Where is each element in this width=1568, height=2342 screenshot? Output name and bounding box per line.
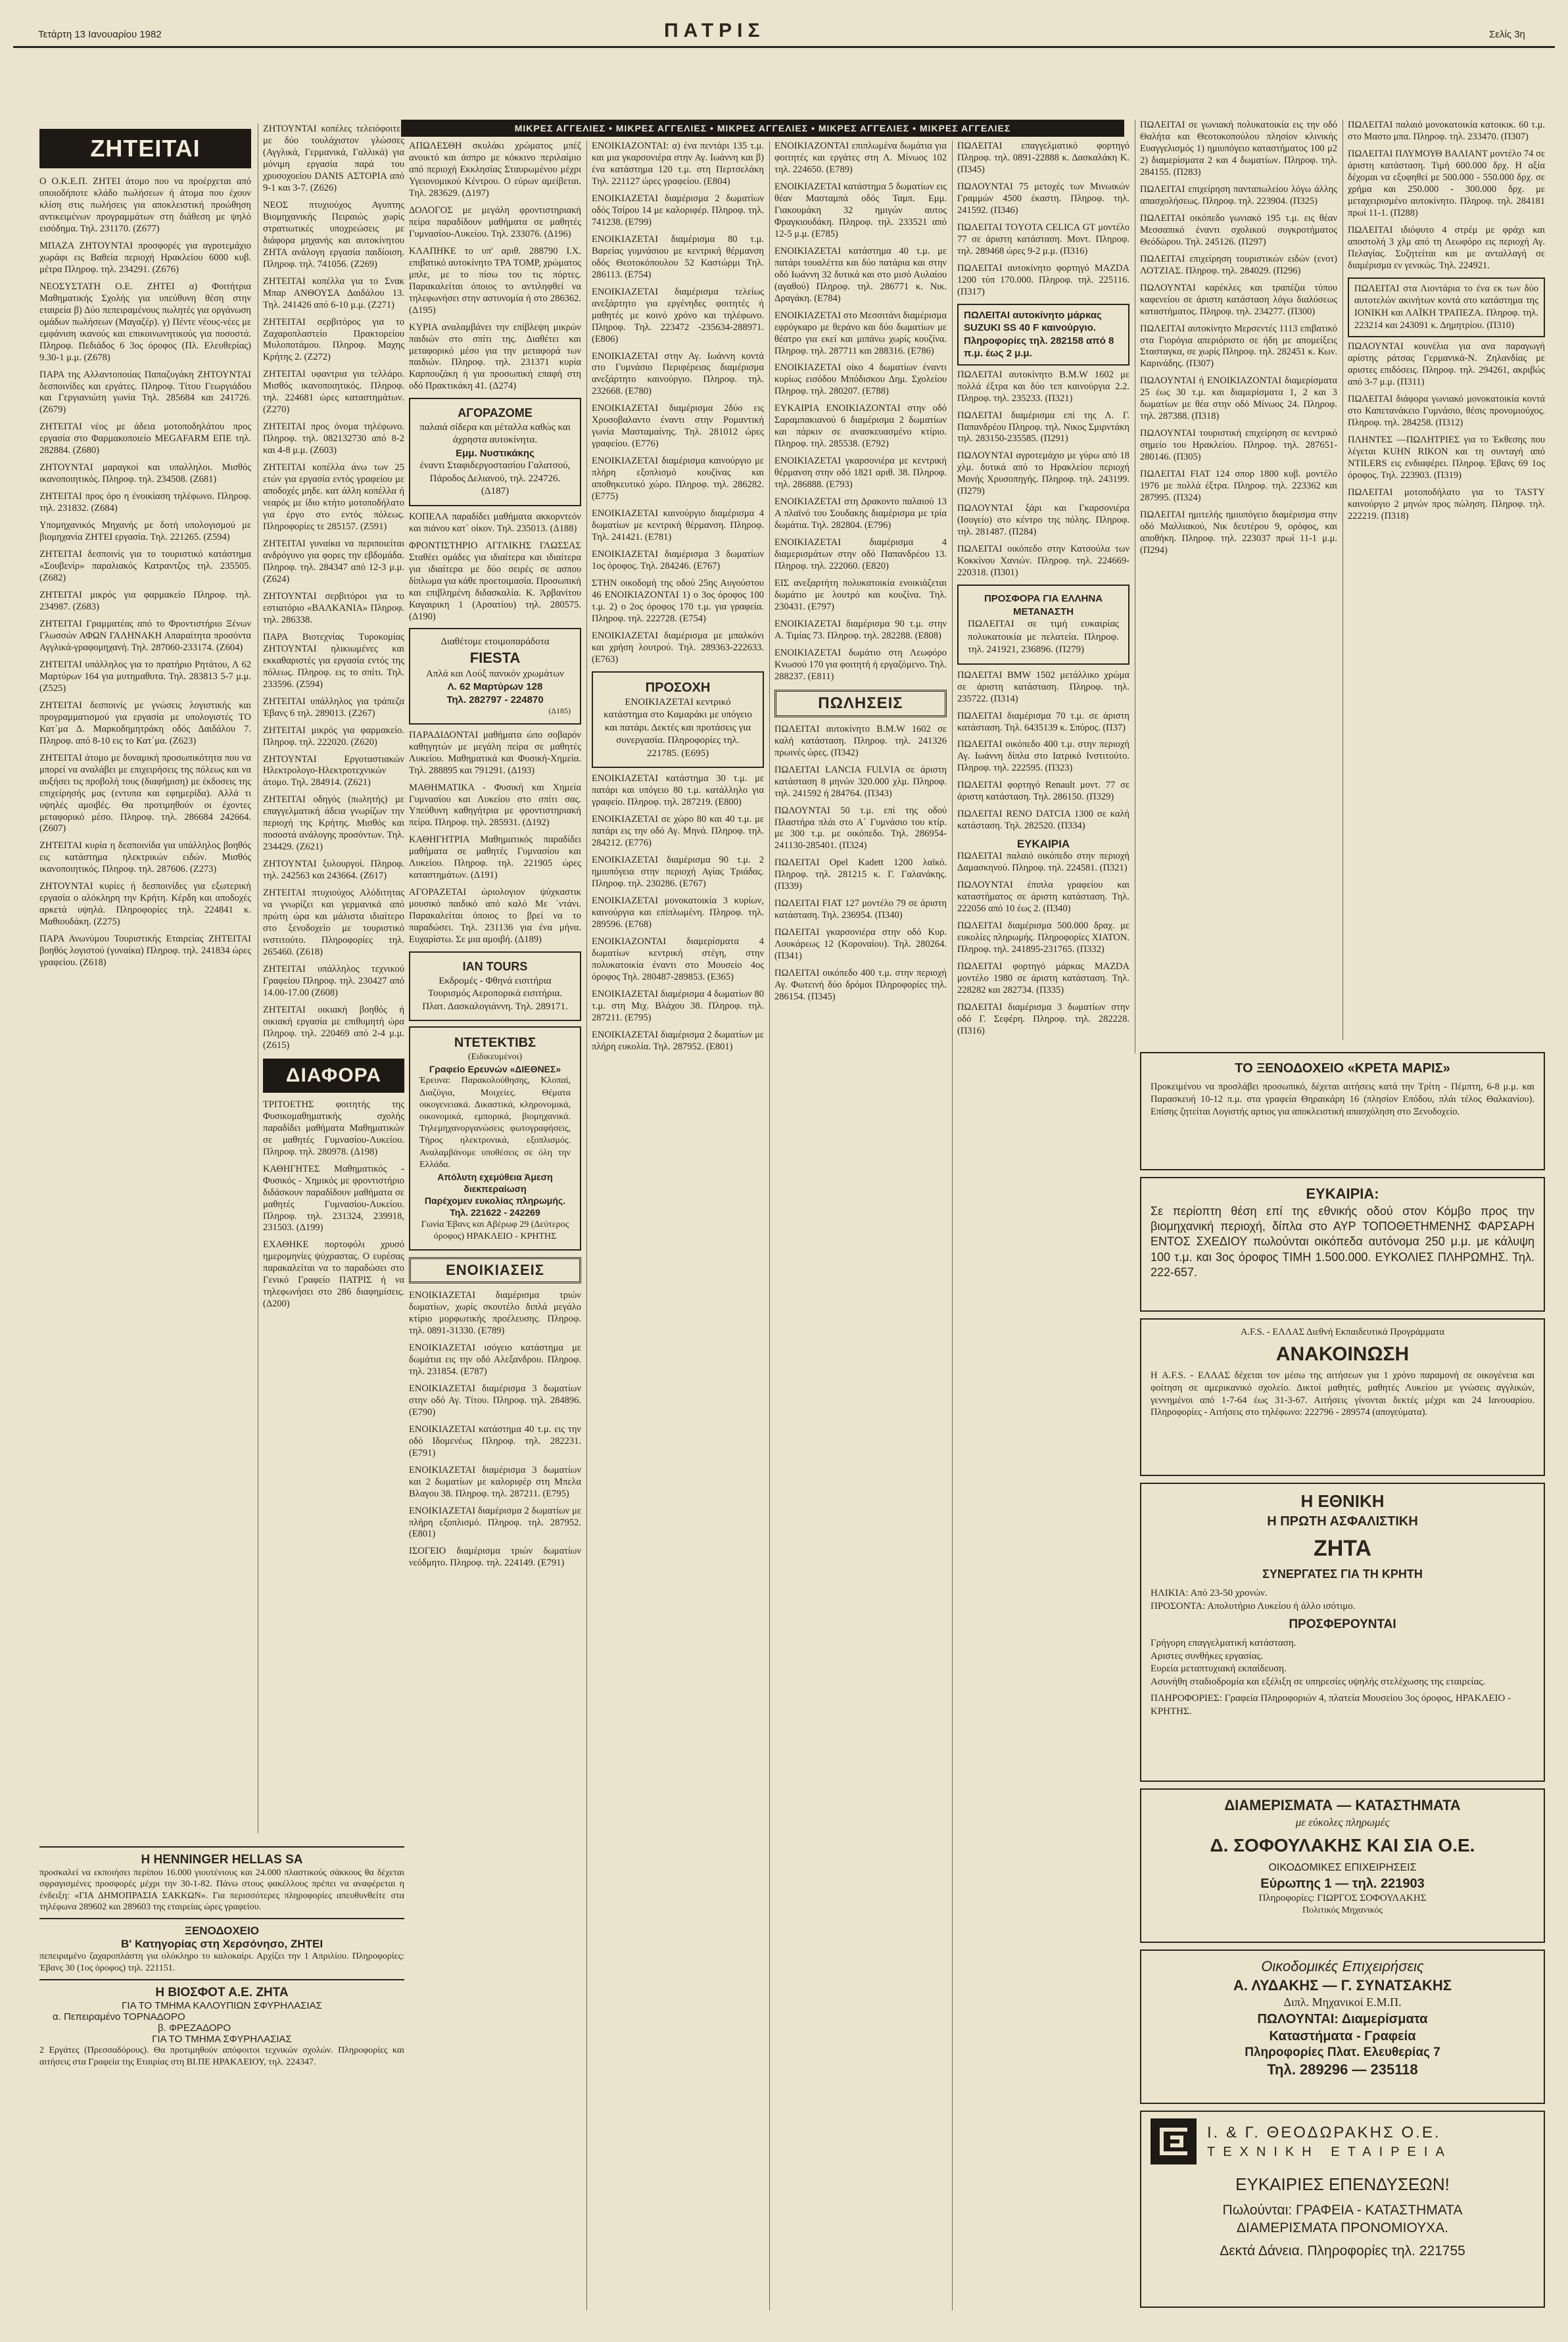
afs-text: Η A.F.S. - ΕΛΛΑΣ δέχεται τον μέσω της αιτήσεων για 1 χρόνο παραμονή σε οικογένεια και φοίτηση σε αμερικανικό σχολείο. Δικτοί μαθητές, μαθητές Λυκείου με γνώσεις αγγλικών, γεννημένοι από 1-7-64 έως 31-3-67. Αιτήσεις γίνονται δεκτές μέχρι και 24 Ιανουαρίου. Πληροφορίες - Αιτήσεις στο τηλέφωνο: 222796 - 289574 (απογεύματα). (1151, 1370, 1534, 1418)
classified-ad: ΚΑΘΗΓΗΤΕΣ Μαθηματικός - Φυσικός - Χημικός με φροντιστήριο διδάσκουν παραδίδουν μαθήματα σε μαθητές Γυμνασίου-Λυκείου. Πληροφ. τηλ. 231324, 239918, 231503. (Δ199) (263, 1163, 404, 1233)
classified-ad: ΕΝΟΙΚΙΑΖΕΤΑΙ μονοκατοικία 3 κυρίων, καινούργια και επίπλωμένη. Πληροφ. τηλ. 289596. (Ε768) (592, 895, 764, 930)
ethniki-ad (1140, 1483, 1545, 1782)
agorazome-box (409, 398, 581, 506)
classified-ad: ΝΕΟΣΥΣΤΑΤΗ Ο.Ε. ΖΗΤΕΙ α) Φοιτήτρια Μαθηματικής Σχολής για υπεύθυνη θέση στην εταιρεία β) Δύο πεπειραμένους πωλητές για οργάνωση ομάδων πωλήσεων (Μαγαζέρ). γ) Πέντε νέους-νέες με εμφάνιση ικανούς και επικοινωνητικούς για ποσοστά. Πληροφ. Πεδιάδος 6 3ος όροφος (Πλ. Ελευθερίας) 9.30-1 μ.μ. (Ζ678) (39, 281, 251, 363)
theodorakis-company2: ΤΕΧΝΙΚΗ ΕΤΑΙΡΕΙΑ (1207, 2144, 1452, 2159)
classified-ad: ΠΩΛΕΙΤΑΙ σε γωνιακή πολυκατοικία εις την οδό Θαλήτα και Θεοτοκοπούλου πλησίον κλινικής Ευαγγελισμός 1) ημιυπόγειο καταστήματος 100 μ2 2) διαμερίσματα 2 και 4 δωματίων. Πληροφ. τηλ. 284155. (Π283) (1140, 120, 1337, 178)
detectives-address: Γωνία Έβανς και Αβέρωφ 29 (Δεύτερος όροφος) ΗΡΑΚΛΕΙΟ - ΚΡΗΤΗΣ (421, 1219, 569, 1241)
classified-ad: ΖΗΤΟΥΝΤΑΙ κυρίες ή δεσποινίδες για εξωτερική εργασία ο αλόκληρη την Κρήτη. Κέρδη και αποδοχές αρκετά υψηλά. Πληροφορίες τηλ. 224841 κ. Μαθιουδάκη. (Ζ275) (39, 881, 251, 928)
sofoulakis-role: Πολιτικός Μηχανικός (1302, 1905, 1383, 1916)
agorazome-title: ΑΓΟΡΑΖΟΜΕ (458, 406, 533, 420)
classified-ad: ΕΝΟΙΚΙΑΖΕΤΑΙ οίκο 4 δωματίων έναντι κυρίως εισόδου Μπόδισκου Δημ. Σχολείου Πληροφ. τηλ. 280207. (Ε788) (774, 362, 947, 397)
classified-ad: ΑΠΩΛΕΣΘΗ σκυλάκι χρώματος μπέζ ανοικτό και άσπρο με κόκκινο περιλαίμιο από περιοχή Εκκλησίας Σταυρωμένου μέχρι Υγειονομικού Κέντρου. Ο εύρων αμείβεται. Τηλ. 283629. (Δ197) (409, 141, 581, 199)
viosfot-line: β. ΦΡΕΖΑΔΟΡΟ (158, 2022, 231, 2034)
column-rule (1342, 120, 1343, 1040)
classified-ad: ΕΥΚΑΙΡΙΑ ΕΝΟΙΚΙΑΖΟΝΤΑΙ στην οδό Σαραμπακιανού 6 διαμέρισμα 2 δωματίων και πάρκιν σε ανασκευασμένο κτίριο. Πληροφ. τηλ. 285538. (Ε792) (774, 403, 947, 450)
classified-ad: ΠΑΡΑ Βιοτεχνίας Τυροκομίας ΖΗΤΟΥΝΤΑΙ ηλικιωμένες και εκκαθαριστές για εργασία εντός της πόλεως. Πληροφ. εις το σπίτι. Τηλ. 233596. (Ζ594) (263, 631, 404, 690)
classified-ad: ΜΠΑΖΑ ΖΗΤΟΥΝΤΑΙ προσφορές για αγροτεμάχιο χωράφι εις Βαθεία περιοχή Ηρακλείου 6000 κυβ. μέτρα Πληροφ. τηλ. 234291. (Ζ676) (39, 240, 251, 275)
classified-ad: ΠΩΛΟΥΝΤΑΙ ξάρι και Γκαρσονιέρα (Ισογείο) στο κέντρο της πόλης. Πληροφ. τηλ. 281487. (Π284) (957, 503, 1129, 538)
detectives-title: ΝΤΕΤΕΚΤΙΒΣ (454, 1036, 536, 1051)
column-7 (1140, 120, 1337, 1040)
suzuki-box (957, 304, 1129, 366)
classified-ad: ΠΩΛΕΙΤΑΙ οικόπεδο γωνιακό 195 τ.μ. εις θέαν Μεσσαπικό έναντι σχολικού συγκροτήματος Θεόδώρου. Τηλ. 245126. (Π297) (1140, 212, 1337, 247)
classified-ad: ΕΝΟΙΚΙΑΖΟΝΤΑΙ διαμερίσματα 4 δωματίων κεντρική στέγη, στην πολυκατοικία έναντι στο Μουσείο 4ος όροφος Τηλ. 280487-289853. (Ε365) (592, 936, 764, 982)
classified-ad: ΕΝΟΙΚΙΑΖΕΤΑΙ διαμέρισμα 2 δωματίων με πλήρη εξοπλισμό. Πληροφ. τηλ. 287952. (Ε801) (409, 1505, 581, 1540)
fiesta-title: FIESTA (469, 649, 521, 666)
classified-ad: ΖΗΤΕΙΤΑΙ γυναίκα να περιποιείται ανδρόγυνο για φορες την εβδομάδα. Πληροφ. τηλ. 284347 από 12-3 μ.μ. (Ζ624) (263, 538, 404, 585)
classified-ad: ΠΩΛΕΙΤΑΙ διάφορα γωνιακό μονοκατοικία κοντά στο Καπετανάκειο Γυμνάσιο, θέσις προνομιούχος. Πληροφ. τηλ. 284258. (Π312) (1348, 393, 1545, 428)
classified-ad: ΕΝΟΙΚΙΑΖΕΤΑΙ διαμέρισμα 3 δωματίων και 2 δωματίων με καλοριφέρ στη Μπελα Βλαγου 38. Πληροφ. τηλ. 287211. (Ε795) (409, 1464, 581, 1499)
agorazome-address: έναντι Σταφιδεργοστασίου Γαλατσού, Πάροδος Δελιανού, τηλ. 224726. (Δ187) (419, 460, 571, 497)
prosoxi-text: ΕΝΟΙΚΙΑΖΕΤΑΙ κεντρικό κατάστημα στο Καμαράκι με υπόγειο και πατάρι. Δεκτές και προτάσεις για συνεργασία. Πληροφορίες τηλ. 221785. (Ε695) (604, 696, 752, 759)
detectives-box (409, 1026, 581, 1251)
classified-ad: ΠΩΛΟΥΝΤΑΙ κουνέλια για ανα παραγωγή αρίστης ράτσας Γερμανικά-Ν. Ζηλανδίας με αριστες επιδόσεις. Πληροφ. τηλ. 294261, ακριβώς από 3-7 μ.μ. (Π311) (1348, 341, 1545, 387)
iantours-box (409, 951, 581, 1021)
masthead-rule (13, 46, 1555, 48)
ethniki-offer-title: ΠΡΟΣΦΕΡΟΥΝΤΑΙ (1289, 1617, 1396, 1632)
iantours-text: Εκδρομές - Φθηνά εισιτήρια Τουρισμός Αεροπορικά εισιτήρια. Πλατ. Δασκαλογιάννη. Τηλ. 289171. (422, 975, 568, 1012)
prosoxi-title: ΠΡΟΣΟΧΗ (645, 680, 711, 695)
classified-ad: ΠΩΛΕΙΤΑΙ αυτοκίνητο B.M.W 1602 σε καλή κατάσταση. Πληροφ. τηλ. 241326 πρωινές ώρες. (Π342) (774, 723, 947, 758)
eukairia-ad (1140, 1177, 1545, 1312)
classified-ad: ΚΥΡΙΑ αναλαμβάνει την επίβλεψη μικρών παιδιών στο σπίτι της. Διαθέτει και μεταφορικό μέσο για την μεταφορά των παιδιών. Πληροφ. τηλ. 231371 κυρία Καρπουζάκη ή για προσωπική επαφή στη οδό Πρακτικάκη 41. (Δ274) (409, 322, 581, 392)
ethniki-offer: Αριστες συνθήκες εργασίας. (1151, 1650, 1264, 1661)
classified-ad: ΕΙΣ ανεξαρτήτη πολυκατοικία ενοικιάζεται δωμάτιο με λουτρό και κουζίνα. Τηλ. 230431. (Ε797) (774, 577, 947, 612)
theodorakis-tagline: ΕΥΚΑΙΡΙΕΣ ΕΠΕΝΔΥΣΕΩΝ! (1235, 2174, 1450, 2194)
sofoulakis-ad (1140, 1788, 1545, 1943)
detectives-sub: (Ειδικευμένοι) (467, 1052, 523, 1063)
classified-ad: ΠΩΛΕΙΤΑΙ TOYOTA CELICA GT μοντέλο 77 σε άριστη κατάσταση. Μοντ. Πληροφ. τηλ. 289468 ώρες 9-2 μ.μ. (Π316) (957, 222, 1129, 256)
section-wanted: ΖΗΤΕΙΤΑΙ (39, 129, 251, 168)
prosfora-box (957, 585, 1129, 665)
classified-ad: ΖΗΤΕΙΤΑΙ προς όρο η ένοικίαση τηλέφωνο. Πληροφ. τηλ. 231832. (Ζ684) (39, 491, 251, 514)
classified-ad: ΕΝΟΙΚΙΑΖΕΤΑΙ σε χώρο 80 και 40 τ.μ. με πατάρι εις την οδό Αγ. Μηνά. Πληροφ. τηλ. 284212. (Ε776) (592, 814, 764, 849)
classified-ad: ΚΛΑΠΗΚΕ το υπ' αριθ. 288790 Ι.Χ. επιβατικό αυτοκίνητο ΤΡΑ ΤΟΜΡ, χρώματος μπλε, με το πίσω του τις πόρτες. Παρακαλείται όποιος το αντιληφθεί να τηλεφωνήσει στην αστυνομία ή στο 286362. (Δ195) (409, 245, 581, 316)
classified-ad: ΠΩΛΕΙΤΑΙ ιδιόφυτο 4 στρέμ με φράχι και αποστολή 3 χλμ από τη Λεωφόρο εις περιοχή Αγ. Πελαγίας. Συζητείται και με ανταλλαγή σε διαμέρισμα εν γενικώς. Τηλ. 224921. (1348, 224, 1545, 271)
classified-ad: ΠΩΛΕΙΤΑΙ διαμέρισμα 500.000 δραχ. με ευκολίες πληρωμής. Πληροφορίες XIATON. Πληροφ. τηλ. 241895-231765. (Π332) (957, 920, 1129, 955)
classified-ad: ΕΝΟΙΚΙΑΖΕΤΑΙ διαμέρισμα τριών δωματίων, χωρίς σκουτέλο διπλά μεγάλο κτίριο μορφωτικής προέλευσης. Πληροφ. τηλ. 0891-31330. (Ε789) (409, 1290, 581, 1336)
fiesta-ref: (Δ185) (548, 706, 571, 716)
lydakis-line: ΠΩΛΟΥΝΤΑΙ: Διαμερίσματα (1257, 2011, 1428, 2026)
sofoulakis-desc: ΟΙΚΟΔΟΜΙΚΕΣ ΕΠΙΧΕΙΡΗΣΕΙΣ (1268, 1862, 1417, 1874)
classified-ad: ΠΩΛΕΙΤΑΙ γκαρσονιέρα στην οδό Κυρ. Λουκάρεως 12 (Κοροναίου). Τηλ. 280264. (Π341) (774, 927, 947, 962)
section-sales: ΠΩΛΗΣΕΙΣ (774, 690, 947, 717)
lydakis-ad (1140, 1949, 1545, 2104)
sofoulakis-sub: με εύκολες πληρωμές (1295, 1815, 1390, 1828)
classified-ad: Υπομηχανικός Μηχανής με δοτή υπολογισμού με βιομηχανία ΖΗΤΕΙ εργασία. Τηλ. 221265. (Ζ594) (39, 520, 251, 543)
henninger-text: προσκαλεί να εκποιήσει περίπου 16.000 γιουτένιους και 24.000 πλαστικούς σάκκους θα δέχεται σφραγισμένες προσφορές μέχρι την 30-1-82. Πάνω στους φακέλλους πρέπει να αναφέρεται η ένδειξη: «ΓΙΑ ΔΗΜΟΠΡΑΣΙΑ ΣΑΚΚΩΝ». Για περισσότερες πληροφορίες απευθυνθείτε στα τηλέφωνα 289602 και 289603 της εταιρείας ώρες γραφείου. (39, 1868, 404, 1913)
classified-ad: ΖΗΤΕΙΤΑΙ μικρός για φαρμακείο Πληροφ. τηλ. 234987. (Ζ683) (39, 590, 251, 612)
classified-ad: ΖΗΤΕΙΤΑΙ κοπέλλα άνω των 25 ετών για εργασία εντός γραφείου με αποδοχές μηδε. κατ άλλη κοπέλλα ή νεαρός με ίδιο κτήτο μοτοποδήλατο για έργο στο εντός πόλεως. Πληροφορίες τε 285157. (Ζ591) (263, 462, 404, 533)
classified-ad: ΜΑΘΗΜΑΤΙΚΑ - Φυσική και Χημεία Γυμνασίου και Λυκείου στο σπίτι σας. Υπεύθυνη καθηγήτρια με φροντιστηριακή πείρα. Πληροφ. τηλ. 285931. (Δ192) (409, 782, 581, 828)
henninger-title: Η HENNINGER HELLAS SA (141, 1853, 303, 1867)
henninger-notice (39, 1841, 404, 2073)
column-6 (957, 141, 1129, 2310)
viosfot-line: ΓΙΑ ΤΟ ΤΜΗΜΑ ΣΦΥΡΗΛΑΣΙΑΣ (152, 2034, 292, 2045)
iantours-title: ΙΑΝ TOURS (462, 960, 528, 974)
creta-maris-text: Προκειμένου να προσλάβει προσωπικό, δέχεται αιτήσεις κατά την Τρίτη - Πέμπτη, 6-8 μ.μ. και Παρασκευή 10-12 π.μ. στα γραφεία Θηραικάρη 16 (πλησίον Επόδου, πλάι τέλος Θαλκανίου). Επίσης ζητείται Λογιστής αρτιος για αποκλειστική απασχόληση στο Ξενοδοχείο. (1151, 1082, 1534, 1117)
classified-ad: ΠΩΛΟΥΝΤΑΙ αγροτεμάχιο με γύρω από 18 χλμ. δυτικά από το Ηρακλείου περιοχή Μονής Χρυσοπηγής. Πληροφ. τηλ. 243199. (Π279) (957, 450, 1129, 497)
fiesta-address: Λ. 62 Μαρτύρων 128 (447, 681, 543, 693)
suzuki-text: ΠΩΛΕΙΤΑΙ αυτοκίνητο μάρκας SUZUKI SS 40 F καινούργιο. Πληροφορίες τηλ. 282158 από 8 π.μ. έως 2 μ.μ. (964, 309, 1114, 360)
creta-maris-title: ΤΟ ΞΕΝΟΔΟΧΕΙΟ «ΚΡΕΤΑ ΜΑΡΙΣ» (1235, 1061, 1450, 1076)
classified-ad: ΠΩΛΕΙΤΑΙ LANCIA FULVIA σε άριστη κατάσταση 8 μηνών 320.000 χλμ. Πληροφ. τηλ. 241592 ή 284764. (Π343) (774, 764, 947, 799)
classified-ad: ΠΑΡΑ Ανωνύμου Τουριστικής Εταιρείας ΖΗΤΕΙΤΑΙ βοηθός λογιστού (γυναίκα) Πληροφ. τηλ. 241834 ώρες γραφείου. (Ζ618) (39, 934, 251, 968)
theodorakis-company: Ι. & Γ. ΘΕΟΔΩΡΑΚΗΣ Ο.Ε. (1207, 2124, 1441, 2142)
sofoulakis-company: Δ. ΣΟΦΟΥΛΑΚΗΣ ΚΑΙ ΣΙΑ Ο.Ε. (1210, 1834, 1475, 1855)
agorazome-name: Εμμ. Νυστικάκης (456, 447, 535, 459)
classified-ad: ΠΩΛΕΙΤΑΙ φορτηγό μάρκας MAZDA μοντέλο 1980 σε άριστη κατάσταση. Τηλ. 228282 και 282734. (Π335) (957, 961, 1129, 995)
column-1-ads (39, 176, 251, 969)
classified-ad: ΖΗΤΕΙΤΑΙ οδηγός (πωλητής) με επαγγελματική άδεια γνωρίζων την περιοχή της Κρήτης. Μισθός και ποσοστά ανάλογης προσόντων. Τηλ. 234429. (Ζ621) (263, 794, 404, 853)
theodorakis-ad (1140, 2111, 1545, 2308)
classified-ad: ΕΝΟΙΚΙΑΖΕΤΑΙ διαμέρισμα 3 δωματίων στην οδό Αγ. Τίτου. Πληροφ. τηλ. 284896. (Ε790) (409, 1383, 581, 1418)
prosfora-title: ΠΡΟΣΦΟΡΑ ΓΙΑ ΕΛΛΗΝΑ ΜΕΤΑΝΑΣΤΗ (984, 593, 1103, 617)
classified-ad: ΕΝΟΙΚΙΑΖΕΤΑΙ διαμέρισμα 80 τ.μ. Βαρείας γυμνάσιου με κεντρική θέρμανση οδός Θεοτοκόπουλου 52 Καστώρμι Τηλ. 286113. (Ε754) (592, 233, 764, 280)
fiesta-text: Απλά και Λούξ πανικόν χρωμάτων (426, 668, 564, 679)
classified-ad: ΠΩΛΕΙΤΑΙ ΠΛΥΜΟΥΘ ΒΑΛΙΑΝΤ μοντέλο 74 σε άριστη κατάσταση. Τιμή 600.000 δρχ. Η αξία δέχομαι να εξυφηθεί με 500.000 - 550.000 δρχ. σε χρήμα και 250.000 - 300.000 δρχ. με μεταχειρισμένο αυτοκίνητο. Πληροφ. τηλ. 284181 πρωί 11-1. (Π288) (1348, 148, 1545, 218)
ethniki-line: ΖΗΤΑ (1313, 1535, 1372, 1561)
classified-ad: ΝΕΟΣ πτυχιούχος Αγυπτης Βιομηχανικής Πειραιώς χωρίς στρατιωτικές υποχρεώσεις με διάφορα μηχανής και αυτοκίνητου ΖΗΤΑ ανάλογη εργασία παιδίοιση. Πληροφ. τηλ. 741056. (Ζ269) (263, 199, 404, 270)
theodorakis-line: ΔΙΑΜΕΡΙΣΜΑΤΑ ΠΡΟΝΟΜΙΟΥΧΑ. (1237, 2220, 1448, 2236)
column-5 (774, 141, 947, 2310)
viosfot-line: α. Πεπειραμένο ΤΟΡΝΑΔΟΡΟ (53, 2011, 185, 2023)
agorazome-text: παλαιά σίδερα και μέταλλα καθώς και άχρηστα αυτοκίνητα. (419, 421, 571, 446)
section-rentals: ΕΝΟΙΚΙΑΣΕΙΣ (409, 1257, 581, 1283)
theodorakis-line: Δεκτά Δάνεια. Πληροφορίες τηλ. 221755 (1220, 2243, 1465, 2259)
classified-ad: ΕΝΟΙΚΙΑΖΕΤΑΙ στο Μεσσιτάνι διαμέρισμα εφρύγκαρο με θεράνο και δύο δωματίων με θέατρο για εκεί και μιπάνω χωρίς κουζίνα. Πληροφ. τηλ. 287711 και 288316. (Ε786) (774, 310, 947, 356)
classified-ad: ΕΝΟΙΚΙΑΖΕΤΑΙ στην Αγ. Ιωάννη κοντά στο Γυμνάσιο Περιφέρειας διαμέρισμα ανεξάρτητο καινούργιο. Πληροφ. τηλ. 232668. (Ε780) (592, 350, 764, 397)
classified-ad: ΖΗΤΕΙΤΑΙ υπάλληλος για το πρατήριο Ρητάτου, Λ 62 Μαρτύρων 164 για μυτημαθυτα. Τηλ. 283813 5-7 μ.μ. (Ζ525) (39, 659, 251, 694)
classified-ad: ΕΝΟΙΚΙΑΖΕΤΑΙ κατάστημα 30 τ.μ. με πατάρι και υπόγειο 80 τ.μ. κατάλληλο για γραφείο. Πληροφ. τηλ. 287219. (Ε800) (592, 773, 764, 808)
classified-ad: ΖΗΤΕΙΤΑΙ υπάλληλος για τράπεζα Έβανς 6 τηλ. 289013. (Ζ267) (263, 696, 404, 719)
classified-ad: ΠΩΛΕΙΤΑΙ αυτοκίνητο φορτηγό MAZDA 1200 τύπ 170.000. Πληροφ. τηλ. 225116. (Π317) (957, 262, 1129, 297)
classified-ad: Ο Ο.Κ.Ε.Π. ΖΗΤΕΙ άτομο που να προέρχεται από οποιοδήποτε κλάδο πωλήσεων ή άτομα που έχουν κλίση στις πωλήσεις για αποκλειστική προώθηση αντικειμένων προγραμμάτων στη διάθεση με ψηλό εισόδημα. Τηλ. 231170. (Ζ677) (39, 176, 251, 234)
ethniki-offer: Ευρεία μεταπτυχιακή εκπαίδευση. (1151, 1663, 1287, 1675)
liontaria-box (1348, 277, 1545, 337)
classified-ad: ΠΛΗΝΤΕΣ —ΠΩΛΗΤΡΙΕΣ για το Έκθεσης που λέγεται KUHN RIKON και τη συνταγή από NTILERS εις ενδιαφέρει. Πληροφ. Έβανς 69 1ος όροφος. Τηλ. 223903. (Π319) (1348, 434, 1545, 481)
classified-ad: ΠΩΛΕΙΤΑΙ Opel Kadett 1200 λαϊκό. Πληροφ. τηλ. 281215 κ. Γ. Γαλανάκης. (Π339) (774, 857, 947, 892)
creta-maris-ad (1140, 1052, 1545, 1170)
classified-ad: ΕΧΑΘΗΚΕ πορτοφόλι χρυσό ημερομηνίες ψύχραστας. Ο ευρέσας παρακαλείται να το παραδώσει στο Γενικό Γραφείο ΠΑΤΡΙΣ ή να τηλεφωνήσει στο 286 διαφημίσεις. (Δ200) (263, 1239, 404, 1310)
classified-ad: ΖΗΤΕΙΤΑΙ Γραμματέας από το Φροντιστήριο Ξένων Γλωσσών ΑΦΩΝ ΓΑΛΗΝΑΚΗ Απαραίτητα προσόντα Αγγλικά-γραφομηχανή. Τηλ. 287060-233174. (Ζ604) (39, 618, 251, 653)
classified-ad: ΖΗΤΟΥΝΤΑΙ κοπέλες τελειόφοιτες με δύο τουλάχιστον γλώσσες (Αγγλικά, Γερμανικά, Γαλλικά) για μόνιμη εργασία παρά του χρυσοχοείου DANIS ΑΣΤΟΡΙΑ από 9-1 και 3-7. (Ζ626) (263, 124, 404, 193)
classified-ad: ΖΗΤΕΙΤΑΙ κυρία η δεσποινίδα για υπάλληλος βοηθός εις κατάστημα ηλεκτρικών ειδών. Μισθός ικανοποιητικός. Πληροφ. τηλ. 287606. (Ζ273) (39, 840, 251, 875)
classified-ad: ΠΑΡΑΔΙΔΟΝΤΑΙ μαθήματα ώπο σοβαρόν καθηγητών με μεγάλη πείρα σε μαθητές Λυκείου. Μαθηματικά και Φυσική-Χημεία. Τηλ. 288895 και 791291. (Δ193) (409, 729, 581, 776)
detectives-sub: Παρέχομεν ευκολίας πληρωμής. (424, 1195, 566, 1207)
classified-ad: ΠΩΛΕΙΤΑΙ παλαιό μονοκατοικία κατοικικ. 60 τ.μ. στο Μαστο μπα. Πληροφ. τηλ. 233470. (Π307) (1348, 120, 1545, 142)
classified-ad: ΖΗΤΕΙΤΑΙ υφαντρια για τελλάρο. Μισθός ικανοποιητικός. Πληροφ. τηλ. 224681 ώρες καταστημάτων. (Ζ270) (263, 369, 404, 416)
classified-ad: ΠΩΛΕΙΤΑΙ οικόπεδο 400 τ.μ. στην περιοχή Αγ. Ιωάννη δίπλα στο Ιατρικό Ινστιτούτο. Πληροφ. τηλ. 222595. (Π323) (957, 739, 1129, 774)
classified-ad: ΖΗΤΕΙΤΑΙ πτυχιούχος Αλόδιτητας να γνωρίζει και γερμανικά από πρώτη ώρα και μάλιστα ιδιαίτερο στο ξενοδοχείο με τουριστικό ινστιτούτο. Πληροφορίες τηλ. 265460. (Ζ618) (263, 888, 404, 958)
classified-ad: ΕΝΟΙΚΙΑΖΕΤΑΙ διαμέρισμα τελείως ανεξάρτητο για εργένηδες φοιτητές ή μαθητές με κοινό χρόνο και τηλέφωνο. Πληροφ. Τηλ. 223472 -235634-288971. (Ε806) (592, 286, 764, 345)
classified-ad: ΖΗΤΕΙΤΑΙ νέος με άδεια μοτοποδηλάτου προς εργασία στο Φαρμακοποιείο MEGAFARM ΕΠΕ τηλ. 282884. (Ζ680) (39, 421, 251, 456)
classified-ad: ΖΗΤΕΙΤΑΙ δεσποινίς για το τουριστικό κατάστημα «Σουβενίρ» παραλιακός Κατραντζος τηλ. 235505. (Ζ682) (39, 549, 251, 584)
classified-ad: ΕΝΟΙΚΙΑΖΕΤΑΙ διαμέρισμα 4 διαμερισμάτων στην οδό Παπανδρέου 13. Πληροφ. τηλ. 222060. (Ε820) (774, 537, 947, 571)
classified-ad: ΠΩΛΕΙΤΑΙ οικόπεδο 400 τ.μ. στην περιοχή Αγ. Φωτεινή δύο δρόμοι Πληροφορίες τηλ. 286154. (Π345) (774, 968, 947, 1003)
ethniki-line: ΣΥΝΕΡΓΑΤΕΣ ΓΙΑ ΤΗ ΚΡΗΤΗ (1262, 1567, 1423, 1581)
hotel-subtitle: Β' Κατηγορίας στη Χερσόνησο, ΖΗΤΕΙ (120, 1938, 323, 1951)
classified-ad: ΠΩΛΕΙΤΑΙ FIAT 127 μοντέλο 79 σε άριστη κατάσταση. Τηλ. 236954. (Π340) (774, 898, 947, 921)
theodorakis-header (1151, 2118, 1534, 2164)
masthead-title: ΠΑΤΡΙΣ (664, 20, 765, 41)
lydakis-line: Διπλ. Μηχανικοί Ε.Μ.Π. (1283, 1995, 1402, 2009)
prosoxi-box (592, 671, 764, 769)
afs-kicker: A.F.S. - ΕΛΛΑΣ Διεθνή Εκπαιδευτικά Προγράμματα (1240, 1327, 1444, 1337)
classified-ad: ΠΩΛΟΥΝΤΑΙ 75 μετοχές των Μινωικών Γραμμών 4500 έκαστη. Πληροφ. τηλ. 241592. (Π346) (957, 181, 1129, 216)
fiesta-kicker: Διαθέτομε ετοιμοπαράδοτα (440, 636, 550, 648)
ethniki-qualification: ΠΡΟΣΟΝΤΑ: Απολυτήριο Λυκείου ή άλλο ισότιμο. (1151, 1600, 1356, 1612)
classified-ad: ΚΑΘΗΓΗΤΡΙΑ Μαθηματικός παραδίδει μαθήματα σε μαθητές Γυμνασίου και Λυκείου. Πληροφ. τηλ. 221905 ώρες καταστημάτων. (Δ191) (409, 834, 581, 881)
classified-ad: ΠΩΛΕΙΤΑΙ επιχείρηση τουριστικών ειδών (ενοτ) ΛΟΤΖΙΑΣ. Πληροφ. τηλ. 284029. (Π296) (1140, 253, 1337, 276)
ethniki-offer: Γρήγορη επαγγελματική κατάσταση. (1151, 1638, 1296, 1649)
classified-ad: ΖΗΤΕΙΤΑΙ άτομο με δυναμική προσωπικότητα που να μπορεί να αναλάβει με επιχειρήσεις της πόλεως και να αυξήσει τις προβολή τους (διαφήμιση) με έκδοσεις της επιχείρησής μας (εντυπα και εφημερίδα). Αλλά τι υψηλές αμοιβές. Θα προτιμηθούν οι έχοντες μεταφορικό μέσο. Πληροφ. τηλ. 286684 242664. (Ζ607) (39, 752, 251, 834)
lydakis-phone: Τηλ. 289296 — 235118 (1267, 2061, 1418, 2078)
eukairia-ad-title: ΕΥΚΑΙΡΙΑ: (1306, 1185, 1379, 1202)
classified-ad: ΙΣΟΓΕΙΟ διαμέρισμα τριών δωματίων νεόδμητο. Πληροφ. τηλ. 224149. (Ε791) (409, 1546, 581, 1569)
classified-ad: ΠΩΛΟΥΝΤΑΙ τουριστική επιχείρηση σε κεντρικό σημείο του Ηρακλείου. Πληροφ. τηλ. 287651-280146. (Π305) (1140, 428, 1337, 463)
classified-ad: ΠΩΛΕΙΤΑΙ διαμέρισμα 70 τ.μ. σε άριστη κατάσταση. Τηλ. 6435139 κ. Σπύρος. (Π37) (957, 710, 1129, 733)
column-2 (263, 124, 404, 1833)
classified-ad: ΖΗΤΟΥΝΤΑΙ μαραγκοί και υπαλληλοι. Μισθός ικανοποιητικός. Πληροφ. τηλ. 234508. (Ζ681) (39, 462, 251, 485)
masthead-date: Τετάρτη 13 Ιανουαρίου 1982 (38, 29, 162, 40)
classified-ad: ΕΝΟΙΚΙΑΖΟΝΤΑΙ επιπλωμένα δωμάτια για φοιτητές και εργάτες στη Λ. Μίνωος 102 τηλ. 224650. (Ε789) (774, 141, 947, 175)
classified-ad: ΖΗΤΕΙΤΑΙ κοπέλλα για το Σνακ Μπαρ ΑΝΘΟΥΣΑ Δαιδάλου 13. Τηλ. 241426 από 6-10 μ.μ. (Ζ271) (263, 275, 404, 310)
classified-ad: ΕΝΟΙΚΙΑΖΕΤΑΙ κατάστημα 5 δωματίων εις θέαν Μασταμπά οδός Ταμπ. Εμμ. Γιακουμάκη 32 ημιγών αυτος Φραγκιουδάκη. Πληροφ. τηλ. 233521 από 12-5 μ.μ. (Ε785) (774, 181, 947, 239)
ethniki-contact: ΠΛΗΡΟΦΟΡΙΕΣ: Γραφεία Πληροφοριών 4, πλατεία Μουσείου 3ος όροφος, ΗΡΑΚΛΕΙΟ - ΚΡΗΤΗΣ. (1151, 1693, 1511, 1717)
classified-ad: ΕΝΟΙΚΙΑΖΕΤΑΙ διαμέρισμα 3 δωματίων 1ος όροφος. Τηλ. 284246. (Ε767) (592, 549, 764, 571)
classified-ad: ΕΝΟΙΚΙΑΖΕΤΑΙ διαμέρισμα καινούργιο με πλήρη εξοπλισμό κουζίνας και αποθηκευτικό χώρο. Πληροφ. τηλ. 286282. (Ε775) (592, 456, 764, 502)
classified-ad: ΦΡΟΝΤΙΣΤΗΡΙΟ ΑΓΓΛΙΚΗΣ ΓΛΩΣΣΑΣ Σταθέει ομάδες για ιδιαίτερα και ιδιαίτερα για ιδιαίτερα με δύο σειρές σε ασπου δίπλωμα για κάθε προετοιμασία. Προσωπική και επιβλημένη διδασκαλία. Κ. Άρβανίτου Καγαιρικη 1 (Αρσατίου) τηλ. 280575. (Δ190) (409, 540, 581, 622)
classified-ad: ΕΝΟΙΚΙΑΖΟΝΤΑΙ: α) ένα πεντάρι 135 τ.μ. και μια γκαρσονιέρα στην Αγ. Ιωάννη και β) ένα κατάστημα 120 τ.μ. στη Περτσελάκη Τηλ. 221127 ώρες γραφείου. (Ε804) (592, 141, 764, 187)
classified-ad: ΠΩΛΕΙΤΑΙ αυτοκίνητο B.M.W 1602 με πολλά έξτρα και δύο τεπ καινούργια 2.2. Πληροφ. τηλ. 235233. (Π321) (957, 369, 1129, 404)
classified-ad: ΠΩΛΕΙΤΑΙ αυτοκίνητο Μερσεντές 1113 επιβατικό στα Γιορόγια απεριόριστο σε ήδη με απομείξεις Στασταγκα, σε χωρίς Πληροφ. τηλ. 282451 κ. Κων. Καρινάδης. (Π307) (1140, 323, 1337, 370)
hotel-text: πεπειραμένο ζαχαροπλάστη για ολόκληρο το καλοκαίρι. Αρχίζει την 1 Απριλίου. Πληροφορίες: Έβανς 30 (1ος όροφος) τηλ. 221151. (39, 1951, 404, 1973)
classified-ad: ΕΝΟΙΚΙΑΖΕΤΑΙ διαμέρισμα 4 δωματίων 80 τ.μ. στη Μιχ. Βλάχου 38. Πληροφ. τηλ. 287211. (Ε795) (592, 988, 764, 1023)
fiesta-phone: Τηλ. 282797 - 224870 (446, 694, 544, 705)
classified-ad: ΖΗΤΕΙΤΑΙ οικιακή βοηθός ή οικιακή εργασία με επιθυμητή ώρα Πληροφ. τηλ. 220469 από 2-4 μ.μ. (Ζ615) (263, 1004, 404, 1051)
eukairia-ad-text: Σε περίοπτη θέση επί της εθνικής οδού στον Κόμβο προς την βιομηχανική περιοχή, δίπλα στο ΑΥΡ ΤΟΠΟΘΕΤΗΜΕΝΗΣ ΦΑΡΣΑΡΗ ΕΝΤΟΣ ΣΧΕΔΙΟΥ πωλούνται οικόπεδα αυτόνομα 250 μ.μ. με κάλυψη 100 τ.μ. και 3ος όροφος ΤΙΜΗ 1.500.000. ΕΥΚΟΛΙΕΣ ΠΛΗΡΩΜΗΣ. Τηλ. 222-657. (1151, 1204, 1534, 1279)
classified-ad: ΠΩΛΟΥΝΤΑΙ καρέκλες και τραπέζια τύπου καφενείου σε άριστη κατάσταση λόγω διαλύσεως καταστήματος. Πληροφ. τηλ. 234277. (Π300) (1140, 282, 1337, 317)
viosfot-line: 2 Εργάτες (Πρεσσαδόρους). Θα προτιμηθούν απόφοιτοι τεχνικών σχολών. Πληροφορίες και αιτήσεις στα Γραφεία της Εταιρίας στη ΒΙ.ΠΕ ΗΡΑΚΛΕΙΟΥ, τηλ. 224347. (39, 2045, 404, 2067)
viosfot-title: Η ΒΙΟΣΦΟΤ Α.Ε. ΖΗΤΑ (155, 1986, 289, 2000)
classified-ad: ΠΩΛΕΙΤΑΙ ημιτελής ημιυπόγειο διαμέρισμα στην οδό Μαλλιακού, Νικ δευτέρου 9, ορόφος, και αποθήκη. Πληροφ. τηλ. 223037 πρωί 11-1 μ.μ. (Π294) (1140, 510, 1337, 556)
column-rule (769, 141, 770, 2310)
classified-ad: ΠΩΛΕΙΤΑΙ μοτοποδήλατο για το TASTY καινούργιο 2 μηνών προς πώληση. Πληροφ. τηλ. 222219. (Π318) (1348, 487, 1545, 521)
fiesta-box (409, 628, 581, 724)
column-rule (952, 141, 953, 2310)
classified-ad: ΑΓΟΡΑΖΕΤΑΙ ώριολογιον ψύχκαστικ μουσικό παιδικό από καλό Με ΄ντάνι. Παρακαλείται όποιος το βρεί να το παραδώσει. Τηλ. 231136 για ένα μήνα. Ευχαρίστω. Σε μια αμοιβή. (Δ189) (409, 887, 581, 945)
column-4 (592, 141, 764, 2310)
classified-ad: ΠΩΛΕΙΤΑΙ FIAT 124 σπορ 1800 κυβ. μοντέλο 1976 με πολλά έξτρα. Πληροφ. τηλ. 223362 και 287995. (Π324) (1140, 469, 1337, 504)
detectives-text: Έρευνα: Παρακολούθησης, Κλοπαί, Διαζύγια, Μοιχείες. Θέματα οικογενειακά. Δικαστικά, κληρονομικά, οικονομικά, εμπορικά, βιομηχανικά. Τηλεμηχανοργανώσεις φωτογραφήσεις, Τήρος ηλεκτρονικά, εξοπλισμός. Αναλαμβάνομε υποθέσεις σε όλη την Ελλάδα. (419, 1076, 571, 1170)
classified-ad: ΖΗΤΟΥΝΤΑΙ Εργοταστιακών Ηλεκτρολογο-Ηλεκτροτεχνικών άτομο. Τηλ. 284914. (Ζ621) (263, 753, 404, 788)
classified-ad: ΕΝΟΙΚΙΑΖΕΤΑΙ στη Δρακοντο παλαιού 13 Α πλαϊνό του Σουδακης διαμέρισμα με τρία δωμάτια. Τηλ. 282804. (Ε796) (774, 496, 947, 531)
ethniki-age: ΗΛΙΚΙΑ: Από 23-50 χρονών. (1151, 1588, 1268, 1599)
lydakis-line: Α. ΛΥΔΑΚΗΣ — Γ. ΣΥΝΑΤΣΑΚΗΣ (1233, 1976, 1452, 1994)
classified-ad: ΖΗΤΕΙΤΑΙ σερβιτόρος για το Ζαχαροπλαστείο Πρακτορείου Μυλοποτάμου. Πληροφ. Μαχης Κρήτης 2. (Ζ272) (263, 316, 404, 363)
ethniki-offer: Ασυνήθη σταδιοδρομία και εξέλιξη σε υπηρεσίες υψηλής στελέχωσης της εταιρείας. (1151, 1676, 1485, 1687)
detectives-phone: Τηλ. 221622 - 242269 (450, 1207, 540, 1218)
afs-ad (1140, 1318, 1545, 1476)
classified-ad: ΠΩΛΕΙΤΑΙ φορτηγό Renault μοντ. 77 σε άριστη κατάσταση. Τηλ. 286150. (Π329) (957, 780, 1129, 803)
classified-ad: ΕΝΟΙΚΙΑΖΕΤΑΙ δωμάτιο στη Λεωφόρο Κνωσού 170 για φοιτητή ή εργαζόμενο. Τηλ. 288237. (Ε811) (774, 647, 947, 682)
small-ads-strip: ΜΙΚΡΕΣ ΑΓΓΕΛΙΕΣ • ΜΙΚΡΕΣ ΑΓΓΕΛΙΕΣ • ΜΙΚΡΕΣ ΑΓΓΕΛΙΕΣ • ΜΙΚΡΕΣ ΑΓΓΕΛΙΕΣ • ΜΙΚΡΕΣ ΑΓΓΕΛΙΕΣ (401, 120, 1124, 137)
classified-ad: ΕΝΟΙΚΙΑΖΕΤΑΙ γκαρσονιέρα με κεντρική θέρμανση στην οδό 1821 αριθ. 38. Πληροφ. τηλ. 286888. (Ε793) (774, 456, 947, 490)
eukairia-title: ΕΥΚΑΙΡΙΑ (1016, 838, 1070, 851)
classified-ad: ΠΩΛΕΙΤΑΙ BMW 1502 μετάλλικο χρώμα σε άριστη κατάσταση. Πληροφ. τηλ. 235722. (Π314) (957, 669, 1129, 704)
masthead-page: Σελίς 3η (1489, 29, 1525, 40)
sofoulakis-title: ΔΙΑΜΕΡΙΣΜΑΤΑ — ΚΑΤΑΣΤΗΜΑΤΑ (1224, 1797, 1461, 1813)
classified-ad: ΕΝΟΙΚΙΑΖΕΤΑΙ καινούργιο διαμέρισμα 4 δωματίων με κεντρική θέρμανση. Πληροφ. Τηλ. 241421. (Ε781) (592, 508, 764, 543)
column-rule (586, 141, 587, 2310)
classified-ad: ΠΩΛΕΙΤΑΙ διαμέρισμα επί της Λ. Γ. Παπανδρέου Πληροφ. τηλ. Νικος Σμιρντάκη τηλ. 283150-235585. (Π291) (957, 410, 1129, 444)
classified-ad: ΕΝΟΙΚΙΑΖΕΤΑΙ διαμέρισμα 2 δωματίων οδός Τσίρου 14 με καλοριφέρ. Πληροφ. τηλ. 741238. (Ε799) (592, 193, 764, 227)
sofoulakis-info: Πληροφορίες: ΓΙΩΡΓΟΣ ΣΟΦΟΥΛΑΚΗΣ (1258, 1892, 1427, 1903)
classified-ad: ΖΗΤΕΙΤΑΙ υπάλληλος τεχνικού Γραφείου Πληροφ. τηλ. 230427 από 14.00-17.00 (Ζ608) (263, 964, 404, 998)
classified-ad: ΠΩΛΕΙΤΑΙ παλαιό οικόπεδο στην περιοχή Δαμασκηνού. Πληροφ. τηλ. 224581. (Π321) (957, 851, 1129, 874)
lydakis-line: Πληροφορίες Πλατ. Ελευθερίας 7 (1245, 2045, 1440, 2059)
classified-ad: ΠΩΛΕΙΤΑΙ οικόπεδο στην Κατσούλα των Κοκκίνου Χανιών. Πληροφ. τηλ. 224669-220318. (Π301) (957, 544, 1129, 579)
theodorakis-line: Πωλούνται: ΓΡΑΦΕΙΑ - ΚΑΤΑΣΤΗΜΑΤΑ (1222, 2202, 1463, 2218)
column-3 (409, 141, 581, 2310)
classified-ad: ΖΗΤΟΥΝΤΑΙ ξυλουργοί. Πληροφ. τηλ. 242563 και 243664. (Ζ617) (263, 859, 404, 882)
prosfora-text: ΠΩΛΕΙΤΑΙ σε τιμή ευκαιρίας πολυκατοικία με πελατεία. Πληροφ. τηλ. 241921, 236896. (Π279) (968, 619, 1119, 656)
lydakis-line: Οικοδομικές Επιχειρήσεις (1261, 1958, 1424, 1974)
column-8 (1348, 120, 1545, 1040)
lydakis-line: Καταστήματα - Γραφεία (1269, 2028, 1416, 2043)
classified-ad: ΕΝΟΙΚΙΑΖΕΤΑΙ διαμέρισμα 90 τ.μ. στην Α. Τιμίας 73. Πληροφ. τηλ. 282288. (Ε808) (774, 618, 947, 641)
classified-ad: ΖΗΤΕΙΤΑΙ δεσποινίς με γνώσεις λογιστικής και προγραμματισμού για εργασία με υπολογιστές ΤΟ Κατ΄μα Δ. Μαρκοδημητράκη οδός Δαιδάλου 7. Πληροφ. από 8-10 εις το Κατ΄μα. (Ζ623) (39, 700, 251, 746)
sofoulakis-address: Εύρωπης 1 — τηλ. 221903 (1260, 1876, 1425, 1891)
section-misc: ΔΙΑΦΟΡΑ (263, 1059, 404, 1093)
detectives-sub: Γραφείο Ερευνών «ΔΙΕΘΝΕΣ» (429, 1064, 561, 1075)
classified-ad: ΕΝΟΙΚΙΑΖΕΤΑΙ διαμέρισμα 90 τ.μ. 2 ημιυπόγεια στην περιοχή Αγίας Τριάδας. Πληροφ. τηλ. 230286. (Ε767) (592, 855, 764, 889)
viosfot-line: ΓΙΑ ΤΟ ΤΜΗΜΑ ΚΑΛΟΥΠΙΩΝ ΣΦΥΡΗΛΑΣΙΑΣ (122, 2000, 322, 2012)
classified-ad: ΤΡΙΤΟΕΤΗΣ φοιτητής της Φυσικομαθηματικής σχολής παραδίδει μαθήματα Μαθηματικών σε μαθητές Γυμνασίου-Λυκείου. Πληροφ. τηλ. 280978. (Δ198) (263, 1099, 404, 1157)
classified-ad: ΠΩΛΕΙΤΑΙ επιχείρηση πανταπωλείου λόγω άλλης απασχολήσεως. Πληροφ. τηλ. 223904. (Π325) (1140, 183, 1337, 206)
ethniki-line: Η ΕΘΝΙΚΗ (1300, 1491, 1385, 1511)
classified-ad: ΠΩΛΕΙΤΑΙ διαμέρισμα 3 δωματίων στην οδό Γ. Σεφέρη. Πληροφ. τηλ. 282228. (Π316) (957, 1001, 1129, 1036)
classified-ad: ΕΝΟΙΚΙΑΖΕΤΑΙ διαμέρισμα με μπαλκόνι και χρήση λουτρού. Τηλ. 289363-222633. (Ε763) (592, 630, 764, 665)
classified-ad: ΕΝΟΙΚΙΑΖΕΤΑΙ κατάστημα 40 τ.μ. εις την οδό Ιδομενέως Πληροφ. τηλ. 282231. (Ε791) (409, 1423, 581, 1458)
classified-ad: ΠΩΛΟΥΝΤΑΙ έπιπλα γραφείου και καταστήματος σε άριστη κατάσταση. Τηλ. 222056 από 10 έως 2. (Π340) (957, 880, 1129, 915)
afs-title: ΑΝΑΚΟΙΝΩΣΗ (1275, 1343, 1410, 1365)
classified-ad: ΔΟΛΟΓΟΣ με μεγάλη φροντιστηριακή πείρα παραδίδουν μαθήματα σε μαθητές Γυμνασίου-Λυκείου. Τηλ. 233076. (Δ196) (409, 204, 581, 239)
classified-ad: ΠΩΛΕΙΤΑΙ επαγγελματικό φορτηγό Πληροφ. τηλ. 0891-22888 κ. Δασκαλάκη Κ. (Π345) (957, 141, 1129, 175)
ethniki-line: Η ΠΡΩΤΗ ΑΣΦΑΛΙΣΤΙΚΗ (1267, 1514, 1418, 1529)
classified-ad: ΠΩΛΟΥΝΤΑΙ ή ΕΝΟΙΚΙΑΖΟΝΤΑΙ διαμερίσματα 25 έως 30 τ.μ. και διαμερίσματα 1, 2 και 3 δωματίων με θέα στην οδό Μίνωος 24. Πληροφ. τηλ. 287388. (Π318) (1140, 375, 1337, 422)
classified-ad: ΖΗΤΕΙΤΑΙ προς όνομα τηλέφωνο. Πληροφ. τηλ. 082132730 από 8-2 και 4-8 μ.μ. (Ζ603) (263, 421, 404, 456)
classified-ad: ΕΝΟΙΚΙΑΖΕΤΑΙ ισόγειο κατάστημα με δωμάτια εις την οδό Αλεξανδρου. Πληροφ. τηλ. 231854. (Ε787) (409, 1342, 581, 1377)
detectives-sub: Απόλυτη εχεμύθεια Άμεση διεκπεραίωση (437, 1171, 553, 1195)
hotel-title: ΞΕΝΟΔΟΧΕΙΟ (185, 1924, 259, 1938)
classified-ad: ΠΩΛΟΥΝΤΑΙ 50 τ.μ. επί της οδού Πλαστήρα πλάι στο Α΄ Γυμνάσιο του κτίρ. με 300 τ.μ. με οικόπεδο. Τηλ. 286954-241130-285401. (Π324) (774, 805, 947, 851)
theodorakis-logo-icon (1151, 2118, 1197, 2164)
classified-ad: ΕΝΟΙΚΙΑΖΕΤΑΙ κατάστημα 40 τ.μ. με πατάρι τουαλέττα και δύο πατάρια και στην οδό Ιωάννη 32 δυτικά και στο μισό Αυλαίου (αγαθού) Πληροφ. τηλ. 286771 κ. Νικ. Δραγάκη. (Ε784) (774, 245, 947, 304)
classified-ad: ΠΑΡΑ της Αλλαντοποιίας Παπαζυγάκη ΖΗΤΟΥΝΤΑΙ δεσποινίδες και εργάτες. Πληροφ. Τίτου Γεωργιάδου και Γεργιανιώτη γωνία Τηλ. 285684 και 241726. (Ζ679) (39, 369, 251, 416)
classified-ad: ΕΝΟΙΚΙΑΖΕΤΑΙ διαμέρισμα 2δύο εις Χρυσοβαλαντο έναντι στην Ρομαντική γωνία Μασταμαίνης. Τηλ. 281012 ώρες γραφείου. (Ε776) (592, 403, 764, 450)
classified-ad: ΣΤΗΝ οικοδομή της οδού 25ης Αυγούστου 46 ΕΝΟΙΚΙΑΖΟΝΤΑΙ 1) ο 3ος όροφος 100 τ.μ. 2) ο 2ος όροφος 170 τ.μ. για γραφεία. Πληροφ. τηλ. 222728. (Ε754) (592, 577, 764, 624)
classified-ad: ΠΩΛΕΙΤΑΙ RENO DATCIA 1300 σε καλή κατάσταση. Τηλ. 282520. (Π334) (957, 809, 1129, 832)
classified-ad: ΖΗΤΟΥΝΤΑΙ σερβιτόροι για το εστιατόριο «ΒΑΛΚΑΝΙΑ» Πληροφ. τηλ. 286338. (263, 590, 404, 625)
classified-ad: ΚΟΠΕΛΑ παραδίδει μαθήματα ακκορντεόν και πιάνου κατ΄ οίκον. Τηλ. 235013. (Δ188) (409, 511, 581, 534)
classified-ad: ΕΝΟΙΚΙΑΖΕΤΑΙ διαμέρισμα 2 δωματίων με πλήρη ευκολία. Τηλ. 287952. (Ε801) (592, 1029, 764, 1052)
liontaria-text: ΠΩΛΕΙΤΑΙ στα Λιοντάρια το ένα εκ των δύο αυτοτελών ακινήτων κοντά στο κατάστημα της ΙΟΝΙΚΗ και ΛΑΪΚΗ ΤΡΑΠΕΖΑ. Πληροφ. τηλ. 223214 και 243091 κ. Δημητρίου. (Π310) (1354, 283, 1538, 331)
classified-ad: ΖΗΤΕΙΤΑΙ μικρός για φαρμακείο. Πληροφ. τηλ. 222020. (Ζ620) (263, 725, 404, 748)
